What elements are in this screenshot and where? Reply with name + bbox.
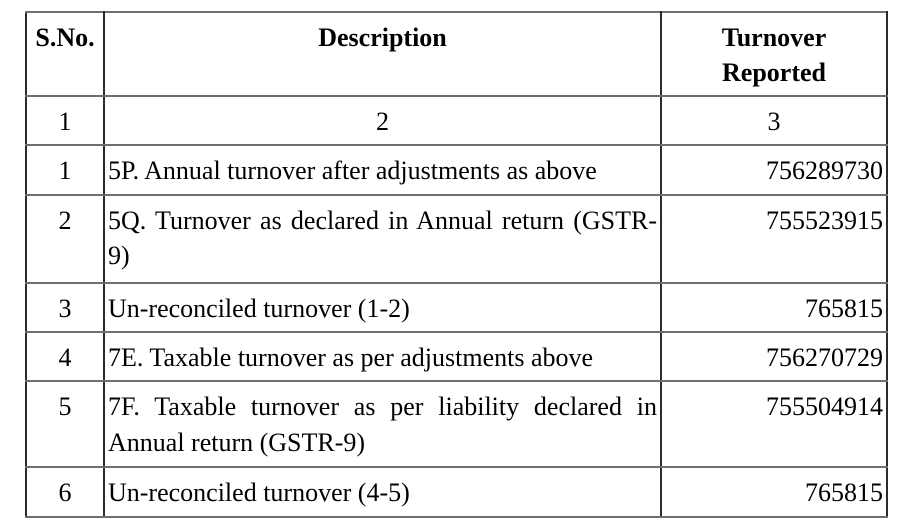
cell-sno: 2 <box>26 195 104 283</box>
cell-turnover: 755523915 <box>661 195 887 283</box>
cell-description: 5Q. Turnover as declared in Annual return (GSTR-9) <box>104 195 661 283</box>
index-cell-sno: 1 <box>26 96 104 145</box>
header-turnover-label: Turnover Reported <box>721 23 827 88</box>
cell-turnover: 756270729 <box>661 332 887 381</box>
header-cell-sno: S.No. <box>26 12 104 96</box>
cell-turnover: 756289730 <box>661 145 887 195</box>
cell-sno: 3 <box>26 283 104 332</box>
table-row <box>26 283 887 332</box>
cell-sno: 5 <box>26 381 104 467</box>
index-cell-turnover: 3 <box>661 96 887 145</box>
cell-description: Un-reconciled turnover (1-2) <box>104 283 661 332</box>
cell-sno: 4 <box>26 332 104 381</box>
cell-sno: 6 <box>26 467 104 516</box>
turnover-reconciliation-table <box>25 11 888 518</box>
cell-description: 7E. Taxable turnover as per adjustments above <box>104 332 661 381</box>
column-index-row <box>26 96 887 145</box>
table-row <box>26 195 887 283</box>
index-cell-description: 2 <box>104 96 661 145</box>
table-row <box>26 332 887 381</box>
table-row <box>26 467 887 516</box>
table-header-row <box>26 12 887 96</box>
turnover-reconciliation-table-container <box>25 11 888 518</box>
header-cell-description: Description <box>104 12 661 96</box>
cell-description: 5P. Annual turnover after adjustments as above <box>104 145 661 195</box>
cell-turnover: 765815 <box>661 467 887 516</box>
cell-description: Un-reconciled turnover (4-5) <box>104 467 661 516</box>
header-cell-turnover <box>661 12 887 96</box>
cell-description: 7F. Taxable turnover as per liability declared in Annual return (GSTR-9) <box>104 381 661 467</box>
cell-sno: 1 <box>26 145 104 195</box>
table-row <box>26 381 887 467</box>
cell-turnover: 755504914 <box>661 381 887 467</box>
cell-turnover: 765815 <box>661 283 887 332</box>
table-row <box>26 145 887 195</box>
